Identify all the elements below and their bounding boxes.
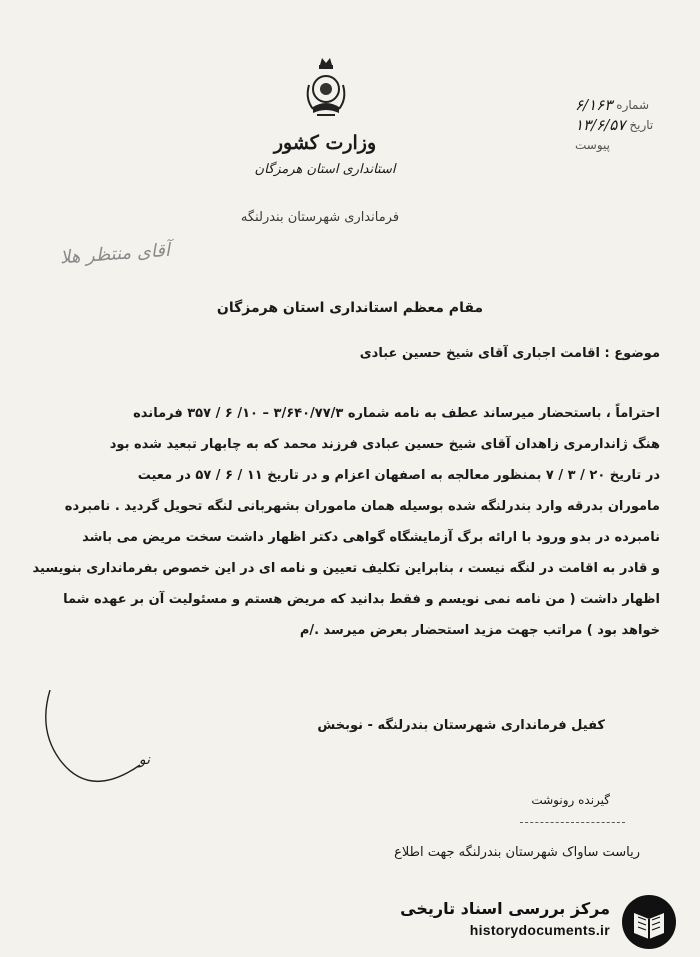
date-value: ۱۳/۶/۵۷ [575,116,626,134]
signature-mark: نو [138,752,150,768]
body-line-1: احتراماً ، باستحضار میرساند عطف به نامه شماره ۳/۶۴۰/۷۷/۳ – ۱۰/ ۶ / ۳۵۷ فرمانده [133,406,660,421]
cc-title: گیرنده رونوشت [531,793,610,807]
margin-note: آقای منتظر هلا [59,239,171,269]
body-line-5: نامبرده در بدو ورود با ارائه برگ آزمایشگاه گواهی دکتر اظهار داشت سخت مریض می باشد [82,530,660,545]
number-label: شماره [616,98,650,112]
letter-body [20,398,660,646]
number-row [575,95,685,115]
number-value: ۶/۱۶۳ [575,96,613,114]
cc-recipient: ریاست ساواک شهرستان بندرلنگه جهت اطلاع [394,845,640,860]
closing-signature-line: کفیل فرمانداری شهرستان بندرلنگه - نوبخش [317,718,605,733]
watermark-text [400,899,610,938]
attachment-row [575,135,685,155]
subject-line: موضوع : اقامت اجباری آقای شیخ حسین عبادی [359,346,660,361]
body-line-2: هنگ ژاندارمری زاهدان آقای شیخ حسین عبادی فرزند محمد که به چابهار تبعید شده بود [109,437,660,452]
body-line-4: ماموران بدرقه وارد بندرلنگه شده بوسیله همان ماموران بشهربانی لنگه تحویل گردید . نامبرده [64,499,660,514]
reference-block [575,95,685,155]
body-line-7: اظهار داشت ( من نامه نمی نویسم و فقط بدانید که مریض هستم و مسئولیت آن بر عهده شما [63,592,660,607]
cc-divider [520,822,625,823]
watermark-url: historydocuments.ir [469,922,610,938]
date-row [575,115,685,135]
archive-watermark [395,893,690,953]
addressee: مقام معظم استانداری استان هرمزگان [216,300,484,316]
body-line-6: و قادر به اقامت در لنگه نیست ، بنابراین تکلیف تعیین و نامه ای در این خصوص بفرمانداری بنویسید [32,561,660,576]
lion-and-sun-emblem-icon [303,55,349,125]
date-label: تاریخ [629,118,654,132]
body-line-3: در تاریخ ۲۰ / ۳ / ۷ بمنظور معالجه به اصفهان اعزام و در تاریخ ۱۱ / ۶ / ۵۷ در معیت [137,468,660,483]
attachment-label: پیوست [575,138,610,152]
ministry-title: وزارت کشور [273,132,377,154]
governorate-title: استانداری استان هرمزگان [254,162,396,177]
body-line-8: خواهد بود ) مراتب جهت مزید استحضار بعرض میرسد ./م [299,623,660,638]
open-book-logo-icon [620,893,678,951]
office-title: فرمانداری شهرستان بندرلنگه [240,210,400,225]
watermark-name: مرکز بررسی اسناد تاریخی [400,899,610,918]
